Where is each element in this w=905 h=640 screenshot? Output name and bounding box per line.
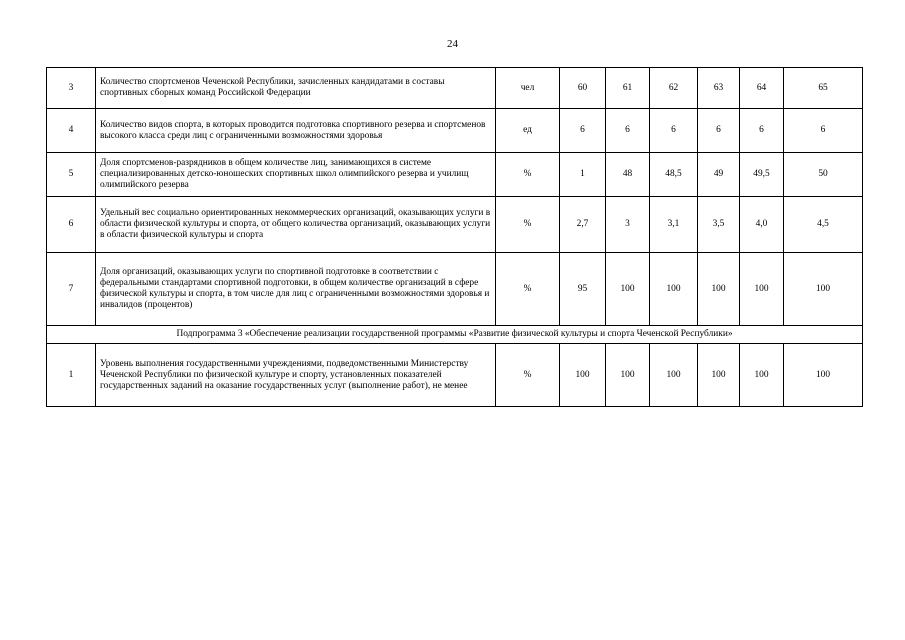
indicator-name: Доля организаций, оказывающих услуги по спортивной подготовке в соответствии с федеральными стандартами спортивной подготовки, в общем количестве организаций в сфере физической культуры и спорта, в том числе для лиц с ограниченными возможностями здоровья и инвалидов (процентов) xyxy=(96,253,496,326)
value-cell: 100 xyxy=(606,344,650,407)
unit-cell: % xyxy=(496,253,560,326)
value-cell: 49 xyxy=(698,153,740,197)
value-cell: 62 xyxy=(650,68,698,109)
value-cell: 60 xyxy=(560,68,606,109)
value-cell: 100 xyxy=(740,344,784,407)
value-cell: 6 xyxy=(698,109,740,153)
indicators-table xyxy=(46,67,863,407)
value-cell: 2,7 xyxy=(560,197,606,253)
value-cell: 100 xyxy=(784,344,863,407)
value-cell: 100 xyxy=(740,253,784,326)
value-cell: 50 xyxy=(784,153,863,197)
row-number: 5 xyxy=(47,153,96,197)
value-cell: 4,0 xyxy=(740,197,784,253)
value-cell: 100 xyxy=(650,344,698,407)
value-cell: 100 xyxy=(784,253,863,326)
page-number: 24 xyxy=(447,38,458,50)
value-cell: 100 xyxy=(606,253,650,326)
value-cell: 6 xyxy=(650,109,698,153)
value-cell: 95 xyxy=(560,253,606,326)
row-number: 3 xyxy=(47,68,96,109)
table-row xyxy=(47,68,863,109)
indicator-name: Количество спортсменов Чеченской Республики, зачисленных кандидатами в составы спортивных сборных команд Российской Федерации xyxy=(96,68,496,109)
value-cell: 1 xyxy=(560,153,606,197)
value-cell: 3,1 xyxy=(650,197,698,253)
value-cell: 3 xyxy=(606,197,650,253)
unit-cell: % xyxy=(496,344,560,407)
indicator-name: Уровень выполнения государственными учреждениями, подведомственными Министерству Чеченской Республики по физической культуре и спорту, установленных показателей государственных заданий на оказание государственных услуг (выполнение работ), не менее xyxy=(96,344,496,407)
value-cell: 100 xyxy=(560,344,606,407)
value-cell: 64 xyxy=(740,68,784,109)
value-cell: 100 xyxy=(650,253,698,326)
row-number: 6 xyxy=(47,197,96,253)
value-cell: 65 xyxy=(784,68,863,109)
unit-cell: чел xyxy=(496,68,560,109)
table-row xyxy=(47,344,863,407)
unit-cell: % xyxy=(496,197,560,253)
row-number: 4 xyxy=(47,109,96,153)
indicator-name: Количество видов спорта, в которых проводится подготовка спортивного резерва и спортсменов высокого класса среди лиц с ограниченными возможностями здоровья xyxy=(96,109,496,153)
subprogram-title: Подпрограмма 3 «Обеспечение реализации государственной программы «Развитие физической культуры и спорта Чеченской Республики» xyxy=(47,326,863,344)
table-row xyxy=(47,253,863,326)
table-row xyxy=(47,153,863,197)
value-cell: 6 xyxy=(560,109,606,153)
value-cell: 48,5 xyxy=(650,153,698,197)
table-row xyxy=(47,109,863,153)
value-cell: 6 xyxy=(784,109,863,153)
row-number: 1 xyxy=(47,344,96,407)
indicator-name: Удельный вес социально ориентированных некоммерческих организаций, оказывающих услуги в области физической культуры и спорта, от общего количества организаций, оказывающих услуги в области физической культуры и спорта xyxy=(96,197,496,253)
value-cell: 100 xyxy=(698,253,740,326)
value-cell: 4,5 xyxy=(784,197,863,253)
value-cell: 3,5 xyxy=(698,197,740,253)
value-cell: 6 xyxy=(606,109,650,153)
value-cell: 63 xyxy=(698,68,740,109)
unit-cell: ед xyxy=(496,109,560,153)
unit-cell: % xyxy=(496,153,560,197)
indicator-name: Доля спортсменов-разрядников в общем количестве лиц, занимающихся в системе специализированных детско-юношеских спортивных школ олимпийского резерва и училищ олимпийского резерва xyxy=(96,153,496,197)
value-cell: 49,5 xyxy=(740,153,784,197)
table-row xyxy=(47,197,863,253)
row-number: 7 xyxy=(47,253,96,326)
value-cell: 6 xyxy=(740,109,784,153)
value-cell: 48 xyxy=(606,153,650,197)
value-cell: 100 xyxy=(698,344,740,407)
value-cell: 61 xyxy=(606,68,650,109)
subprogram-heading-row xyxy=(47,326,863,344)
